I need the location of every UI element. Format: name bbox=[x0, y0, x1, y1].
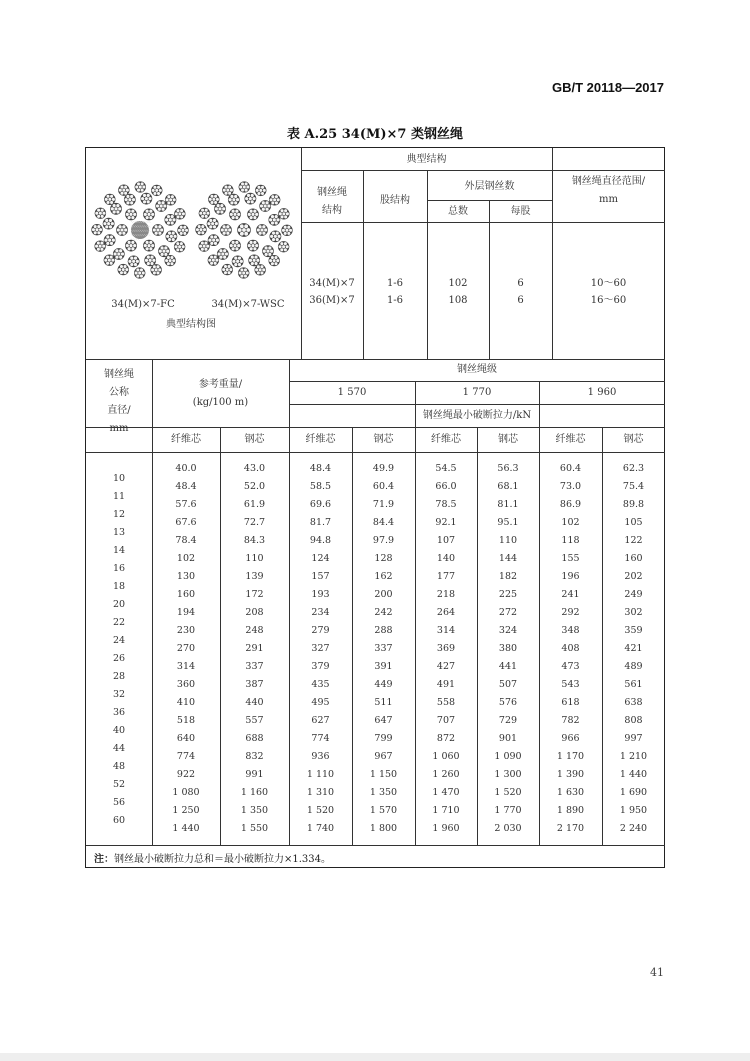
sub-1770-fiber-core: 纤维芯 bbox=[431, 434, 461, 445]
table-cell: 2 030 bbox=[494, 823, 522, 834]
table-cell: 1 800 bbox=[369, 823, 398, 834]
g1770-ws-column bbox=[477, 460, 539, 838]
table-cell: 966 bbox=[561, 733, 580, 744]
nominal-diameter-header: 钢丝绳 公称 直径/ mm bbox=[104, 369, 134, 434]
table-cell: 78.5 bbox=[435, 499, 457, 510]
table-cell: 473 bbox=[561, 661, 580, 672]
table-cell: 61.9 bbox=[243, 499, 266, 510]
table-cell: 157 bbox=[311, 571, 330, 582]
table-cell: 1 350 bbox=[240, 805, 269, 816]
table-cell: 270 bbox=[176, 643, 196, 654]
table-cell: 58.5 bbox=[309, 481, 332, 492]
table-note bbox=[94, 850, 331, 865]
table-cell: 449 bbox=[374, 679, 393, 690]
rope-structure-header: 钢丝绳 结构 bbox=[317, 187, 347, 216]
per-2: 6 bbox=[517, 295, 524, 306]
table-cell: 14 bbox=[112, 545, 126, 556]
table-cell: 52.0 bbox=[243, 481, 266, 492]
table-cell: 688 bbox=[245, 733, 264, 744]
table-cell: 202 bbox=[624, 571, 643, 582]
table-cell: 292 bbox=[561, 607, 580, 618]
table-cell: 314 bbox=[436, 625, 456, 636]
typical-structure-header: 典型结构 bbox=[406, 154, 447, 165]
table-cell: 1 170 bbox=[556, 751, 585, 762]
table-cell: 105 bbox=[624, 517, 643, 528]
table-cell: 1 440 bbox=[172, 823, 200, 834]
table-cell: 1 390 bbox=[556, 769, 585, 780]
table-cell: 144 bbox=[498, 553, 518, 564]
outer-wires-header: 外层钢丝数 bbox=[464, 181, 515, 192]
table-cell: 799 bbox=[374, 733, 393, 744]
table-cell: 359 bbox=[624, 625, 643, 636]
rope-wsc-figure bbox=[194, 180, 294, 280]
table-cell: 172 bbox=[245, 589, 264, 600]
table-cell: 511 bbox=[374, 697, 393, 708]
table-cell: 1 150 bbox=[369, 769, 398, 780]
table-cell: 43.0 bbox=[243, 463, 266, 474]
table-cell: 11 bbox=[112, 491, 126, 502]
table-cell: 68.1 bbox=[497, 481, 519, 492]
min-breaking-force-header: 钢丝绳最小破断拉力/kN bbox=[422, 410, 532, 421]
table-cell: 387 bbox=[245, 679, 264, 690]
figure-caption: 典型结构图 bbox=[166, 319, 216, 330]
table-cell: 242 bbox=[374, 607, 393, 618]
table-cell: 218 bbox=[436, 589, 456, 600]
table-cell: 12 bbox=[112, 509, 126, 520]
sub-1570-steel-core: 钢芯 bbox=[373, 434, 394, 445]
table-cell: 1 550 bbox=[240, 823, 269, 834]
table-cell: 92.1 bbox=[435, 517, 457, 528]
range-2: 16～60 bbox=[590, 295, 627, 306]
table-cell: 81.7 bbox=[309, 517, 332, 528]
strand-1: 1-6 bbox=[386, 278, 404, 289]
divider bbox=[86, 427, 665, 428]
divider bbox=[86, 359, 665, 360]
sub-weight-fiber-core: 纤维芯 bbox=[171, 434, 201, 445]
table-cell: 1 520 bbox=[306, 805, 335, 816]
table-cell: 441 bbox=[498, 661, 518, 672]
table-cell: 1 060 bbox=[432, 751, 460, 762]
table-cell: 832 bbox=[245, 751, 264, 762]
table-cell: 94.8 bbox=[309, 535, 332, 546]
table-cell: 60 bbox=[112, 815, 126, 826]
table-cell: 327 bbox=[311, 643, 330, 654]
table-cell: 196 bbox=[561, 571, 580, 582]
page-bottom-band bbox=[0, 1053, 750, 1061]
table-cell: 32 bbox=[112, 689, 126, 700]
table-cell: 78.4 bbox=[175, 535, 197, 546]
table-cell: 194 bbox=[176, 607, 196, 618]
weight-ws-column bbox=[220, 460, 289, 838]
table-cell: 200 bbox=[374, 589, 393, 600]
diameter-range-header: 钢丝绳直径范围/ mm bbox=[571, 176, 646, 205]
table-cell: 901 bbox=[498, 733, 518, 744]
table-cell: 124 bbox=[311, 553, 330, 564]
table-cell: 1 570 bbox=[369, 805, 398, 816]
table-cell: 410 bbox=[176, 697, 196, 708]
table-cell: 86.9 bbox=[559, 499, 582, 510]
strand-2: 1-6 bbox=[386, 295, 404, 306]
table-cell: 48 bbox=[112, 761, 126, 772]
sub-1570-fiber-core: 纤维芯 bbox=[305, 434, 336, 445]
table-cell: 1 090 bbox=[494, 751, 522, 762]
table-cell: 808 bbox=[624, 715, 643, 726]
g1770-fc-column bbox=[415, 460, 477, 838]
table-cell: 2 240 bbox=[619, 823, 648, 834]
table-cell: 360 bbox=[176, 679, 196, 690]
table-cell: 557 bbox=[245, 715, 264, 726]
table-cell: 421 bbox=[624, 643, 643, 654]
table-cell: 491 bbox=[436, 679, 456, 690]
divider bbox=[301, 170, 665, 171]
table-cell: 1 770 bbox=[494, 805, 522, 816]
table-cell: 40.0 bbox=[175, 463, 197, 474]
table-cell: 177 bbox=[436, 571, 456, 582]
sub-1770-steel-core: 钢芯 bbox=[498, 434, 518, 445]
table-cell: 18 bbox=[112, 581, 126, 592]
table-cell: 1 210 bbox=[619, 751, 648, 762]
per-strand-header: 每股 bbox=[510, 206, 531, 217]
table-cell: 1 690 bbox=[619, 787, 648, 798]
diameter-column bbox=[86, 470, 152, 830]
table-cell: 36 bbox=[112, 707, 126, 718]
table-cell: 249 bbox=[624, 589, 643, 600]
total-1: 102 bbox=[448, 278, 468, 289]
table-cell: 1 250 bbox=[172, 805, 200, 816]
table-cell: 44 bbox=[112, 743, 126, 754]
table-cell: 234 bbox=[311, 607, 330, 618]
table-cell: 640 bbox=[176, 733, 196, 744]
table-cell: 60.4 bbox=[559, 463, 582, 474]
table-cell: 62.3 bbox=[622, 463, 645, 474]
table-cell: 1 470 bbox=[432, 787, 460, 798]
table-cell: 324 bbox=[498, 625, 518, 636]
table-cell: 1 950 bbox=[619, 805, 648, 816]
divider bbox=[289, 404, 665, 405]
table-cell: 264 bbox=[436, 607, 456, 618]
table-cell: 507 bbox=[498, 679, 518, 690]
g1570-ws-column bbox=[352, 460, 415, 838]
total-header: 总数 bbox=[448, 206, 468, 217]
table-cell: 1 350 bbox=[369, 787, 398, 798]
table-cell: 647 bbox=[374, 715, 393, 726]
table-cell: 48.4 bbox=[175, 481, 197, 492]
g1960-ws-column bbox=[602, 460, 665, 838]
divider bbox=[427, 170, 428, 359]
table-cell: 391 bbox=[374, 661, 393, 672]
table-cell: 160 bbox=[624, 553, 643, 564]
table-cell: 107 bbox=[436, 535, 456, 546]
table-cell: 40 bbox=[112, 725, 126, 736]
table-cell: 73.0 bbox=[559, 481, 582, 492]
table-cell: 302 bbox=[624, 607, 643, 618]
table-cell: 558 bbox=[436, 697, 456, 708]
table-cell: 81.1 bbox=[497, 499, 519, 510]
table-cell: 110 bbox=[245, 553, 264, 564]
rope-fc-figure bbox=[90, 180, 190, 280]
table-cell: 67.6 bbox=[175, 517, 197, 528]
table-cell: 182 bbox=[498, 571, 518, 582]
table-cell: 72.7 bbox=[243, 517, 266, 528]
table-cell: 782 bbox=[561, 715, 580, 726]
table-cell: 1 300 bbox=[494, 769, 522, 780]
note-label: 注： bbox=[94, 854, 114, 865]
sub-weight-steel-core: 钢芯 bbox=[244, 434, 265, 445]
table-cell: 1 630 bbox=[556, 787, 585, 798]
weight-fc-column bbox=[152, 460, 220, 838]
table-cell: 49.9 bbox=[372, 463, 395, 474]
table-cell: 435 bbox=[311, 679, 330, 690]
g1570-fc-column bbox=[289, 460, 352, 838]
table-cell: 729 bbox=[498, 715, 518, 726]
divider bbox=[301, 222, 665, 223]
table-cell: 71.9 bbox=[372, 499, 395, 510]
divider bbox=[86, 845, 665, 846]
table-cell: 139 bbox=[245, 571, 264, 582]
table-cell: 102 bbox=[176, 553, 196, 564]
table-cell: 69.6 bbox=[309, 499, 332, 510]
table-cell: 337 bbox=[245, 661, 264, 672]
table-cell: 84.3 bbox=[243, 535, 266, 546]
strand-structure-header: 股结构 bbox=[380, 195, 410, 206]
table-cell: 379 bbox=[311, 661, 330, 672]
table-cell: 1 740 bbox=[306, 823, 335, 834]
table-cell: 118 bbox=[561, 535, 580, 546]
table-cell: 128 bbox=[374, 553, 393, 564]
divider bbox=[86, 452, 665, 453]
table-cell: 288 bbox=[374, 625, 393, 636]
table-cell: 122 bbox=[624, 535, 643, 546]
table-cell: 967 bbox=[374, 751, 393, 762]
table-cell: 110 bbox=[498, 535, 518, 546]
table-cell: 369 bbox=[436, 643, 456, 654]
table-cell: 28 bbox=[112, 671, 126, 682]
table-cell: 89.8 bbox=[622, 499, 645, 510]
table-cell: 707 bbox=[436, 715, 456, 726]
table-cell: 248 bbox=[245, 625, 264, 636]
table-cell: 225 bbox=[498, 589, 518, 600]
table-cell: 56 bbox=[112, 797, 126, 808]
table-cell: 56.3 bbox=[497, 463, 519, 474]
table-cell: 936 bbox=[311, 751, 330, 762]
table-cell: 1 890 bbox=[556, 805, 585, 816]
table-cell: 26 bbox=[112, 653, 126, 664]
table-cell: 84.4 bbox=[372, 517, 395, 528]
table-title: 表 A.25 34(M)×7 类钢丝绳 bbox=[286, 127, 463, 142]
rope-1: 34(M)×7 bbox=[309, 278, 355, 289]
divider bbox=[301, 148, 302, 359]
table-cell: 991 bbox=[245, 769, 264, 780]
figure-label-wsc: 34(M)×7-WSC bbox=[211, 299, 285, 310]
table-cell: 10 bbox=[112, 473, 126, 484]
table-cell: 872 bbox=[436, 733, 456, 744]
table-cell: 291 bbox=[245, 643, 264, 654]
figure-label-fc: 34(M)×7-FC bbox=[111, 299, 175, 310]
page-number: 41 bbox=[650, 966, 664, 979]
table-cell: 1 110 bbox=[306, 769, 335, 780]
table-cell: 348 bbox=[561, 625, 580, 636]
table-cell: 774 bbox=[176, 751, 196, 762]
table-cell: 54.5 bbox=[435, 463, 457, 474]
table-cell: 20 bbox=[112, 599, 126, 610]
table-cell: 576 bbox=[498, 697, 518, 708]
rope-grade-header: 钢丝绳级 bbox=[457, 364, 497, 375]
wire-rope-table bbox=[85, 147, 665, 868]
table-cell: 489 bbox=[624, 661, 643, 672]
table-cell: 57.6 bbox=[175, 499, 197, 510]
table-cell: 66.0 bbox=[435, 481, 457, 492]
table-cell: 95.1 bbox=[497, 517, 519, 528]
per-1: 6 bbox=[517, 278, 524, 289]
table-cell: 162 bbox=[374, 571, 393, 582]
table-cell: 279 bbox=[311, 625, 330, 636]
sub-1960-fiber-core: 纤维芯 bbox=[555, 434, 586, 445]
table-cell: 380 bbox=[498, 643, 518, 654]
table-cell: 518 bbox=[176, 715, 196, 726]
table-cell: 102 bbox=[561, 517, 580, 528]
table-cell: 22 bbox=[112, 617, 126, 628]
table-cell: 627 bbox=[311, 715, 330, 726]
table-cell: 561 bbox=[624, 679, 643, 690]
table-cell: 1 710 bbox=[432, 805, 460, 816]
table-cell: 48.4 bbox=[309, 463, 332, 474]
table-cell: 193 bbox=[311, 589, 330, 600]
table-cell: 16 bbox=[112, 563, 126, 574]
table-cell: 314 bbox=[176, 661, 196, 672]
range-1: 10～60 bbox=[590, 278, 627, 289]
table-cell: 1 080 bbox=[172, 787, 200, 798]
table-cell: 1 960 bbox=[432, 823, 460, 834]
grade-1570: 1 570 bbox=[337, 387, 367, 398]
table-cell: 1 310 bbox=[306, 787, 335, 798]
table-cell: 774 bbox=[311, 733, 330, 744]
table-cell: 230 bbox=[176, 625, 196, 636]
table-cell: 495 bbox=[311, 697, 330, 708]
table-cell: 272 bbox=[498, 607, 518, 618]
grade-1960: 1 960 bbox=[587, 387, 617, 398]
table-cell: 208 bbox=[245, 607, 264, 618]
rope-2: 36(M)×7 bbox=[309, 295, 355, 306]
table-cell: 130 bbox=[176, 571, 196, 582]
table-cell: 1 160 bbox=[240, 787, 269, 798]
table-cell: 1 520 bbox=[494, 787, 522, 798]
table-cell: 618 bbox=[561, 697, 580, 708]
table-cell: 241 bbox=[561, 589, 580, 600]
table-cell: 60.4 bbox=[372, 481, 395, 492]
table-cell: 638 bbox=[624, 697, 643, 708]
table-cell: 52 bbox=[112, 779, 126, 790]
table-cell: 155 bbox=[561, 553, 580, 564]
table-cell: 24 bbox=[112, 635, 126, 646]
table-cell: 922 bbox=[176, 769, 196, 780]
sub-1960-steel-core: 钢芯 bbox=[623, 434, 644, 445]
table-cell: 1 440 bbox=[619, 769, 648, 780]
standard-number: GB/T 20118—2017 bbox=[551, 80, 664, 95]
table-cell: 427 bbox=[436, 661, 456, 672]
table-cell: 337 bbox=[374, 643, 393, 654]
g1960-fc-column bbox=[539, 460, 602, 838]
table-cell: 408 bbox=[561, 643, 580, 654]
table-cell: 997 bbox=[624, 733, 643, 744]
reference-weight-header: 参考重量/ (kg/100 m) bbox=[192, 379, 249, 408]
table-cell: 1 260 bbox=[432, 769, 460, 780]
divider bbox=[289, 381, 665, 382]
table-cell: 97.9 bbox=[372, 535, 395, 546]
table-cell: 543 bbox=[561, 679, 580, 690]
table-cell: 140 bbox=[436, 553, 456, 564]
table-cell: 2 170 bbox=[556, 823, 585, 834]
total-2: 108 bbox=[448, 295, 468, 306]
note-text: 钢丝最小破断拉力总和＝最小破断拉力×1.334。 bbox=[114, 854, 332, 865]
table-cell: 13 bbox=[112, 527, 126, 538]
grade-1770: 1 770 bbox=[462, 387, 492, 398]
table-cell: 75.4 bbox=[622, 481, 645, 492]
table-cell: 160 bbox=[176, 589, 196, 600]
table-cell: 440 bbox=[245, 697, 264, 708]
